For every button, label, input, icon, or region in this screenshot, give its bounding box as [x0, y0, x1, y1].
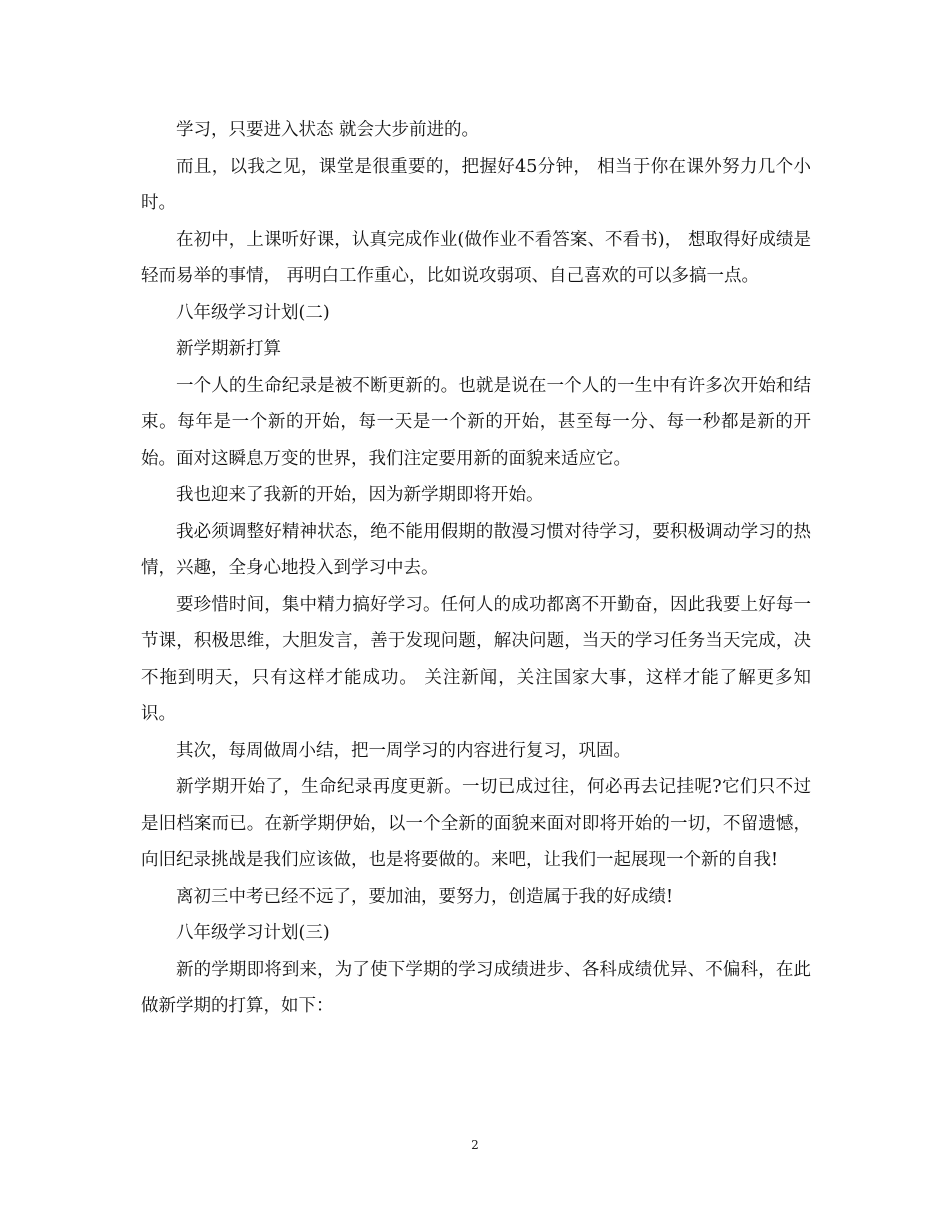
paragraph: 而且，以我之见，课堂是很重要的，把握好45分钟， 相当于你在课外努力几个小时。 [141, 156, 811, 213]
paragraph: 其次，每周做周小结，把一周学习的内容进行复习，巩固。 [176, 740, 631, 761]
subheading: 新学期新打算 [176, 339, 281, 359]
paragraph: 我必须调整好精神状态，绝不能用假期的散漫习惯对待学习，要积极调动学习的热情，兴趣，全身心地投入到学习中去。 [141, 521, 811, 578]
paragraph: 要珍惜时间，集中精力搞好学习。任何人的成功都离不开勤奋，因此我要上好每一节课，积极思维，大胆发言，善于发现问题，解决问题，当天的学习任务当天完成，决不拖到明天，只有这样才能成功。 关注新闻，关注国家大事，这样才能了解更多知识。 [141, 594, 811, 724]
section-heading: 八年级学习计划(三) [176, 923, 330, 943]
paragraph: 学习，只要进入状态 就会大步前进的。 [176, 120, 480, 140]
paragraph: 新学期开始了，生命纪录再度更新。一切已成过往，何必再去记挂呢?它们只不过是旧档案而已。在新学期伊始，以一个全新的面貌来面对即将开始的一切，不留遗憾，向旧纪录挑战是我们应该做，也是将要做的。来吧，让我们一起展现一个新的自我! [141, 777, 811, 870]
paragraph: 我也迎来了我新的开始，因为新学期即将开始。 [176, 485, 544, 505]
paragraph: 离初三中考已经不远了，要加油，要努力，创造属于我的好成绩! [176, 886, 674, 907]
page-number: 2 [471, 1138, 479, 1152]
section-heading: 八年级学习计划(二) [176, 302, 330, 323]
document-body [141, 112, 811, 1025]
paragraph: 新的学期即将到来，为了使下学期的学习成绩进步、各科成绩优异、不偏科，在此做新学期的打算，如下： [141, 959, 811, 1016]
paragraph: 一个人的生命纪录是被不断更新的。也就是说在一个人的一生中有许多次开始和结束。每年是一个新的开始，每一天是一个新的开始，甚至每一分、每一秒都是新的开始。面对这瞬息万变的世界，我们注定要用新的面貌来适应它。 [141, 375, 811, 469]
paragraph: 在初中，上课听好课，认真完成作业(做作业不看答案、不看书)， 想取得好成绩是轻而易举的事情， 再明白工作重心，比如说攻弱项、自己喜欢的可以多搞一点。 [141, 229, 811, 286]
